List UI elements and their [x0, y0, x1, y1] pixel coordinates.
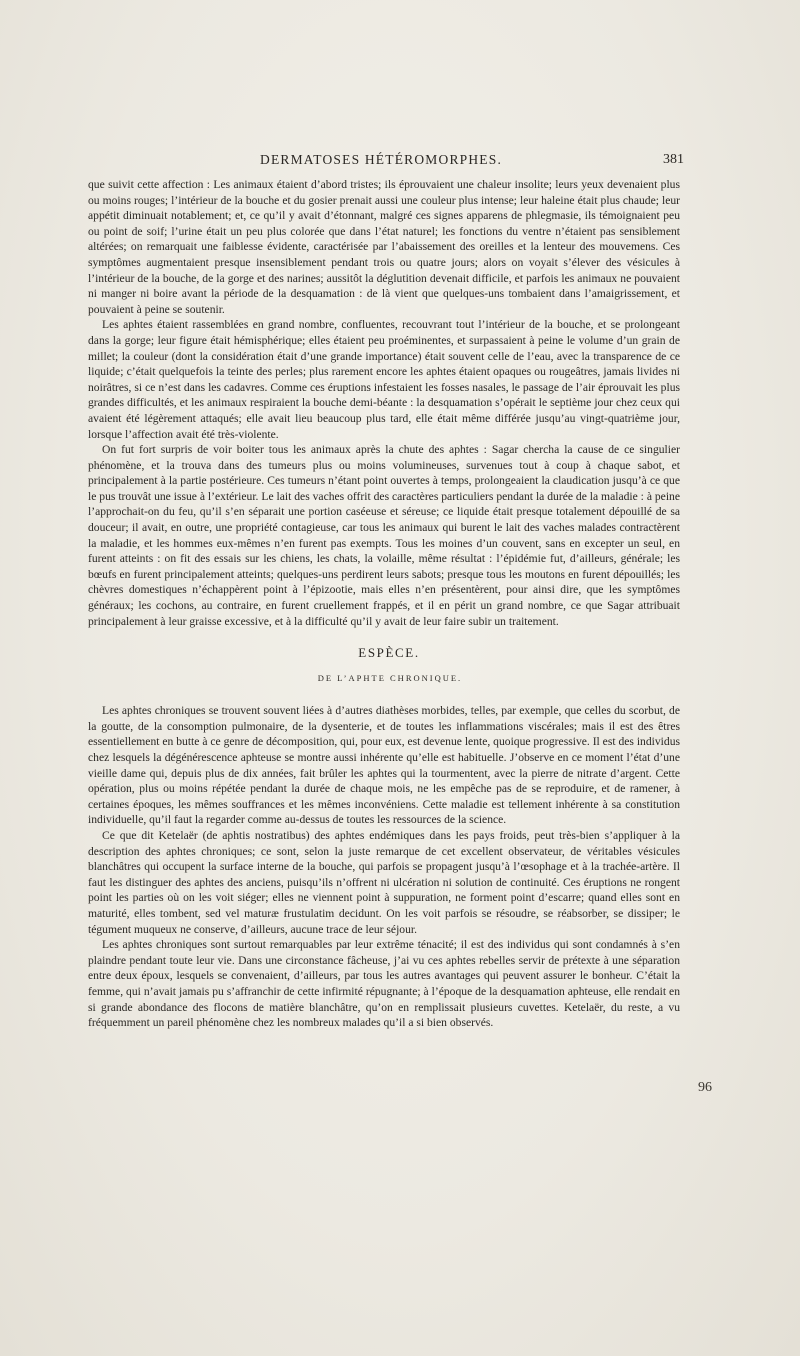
paragraph-6: Les aphtes chroniques sont surtout remarquables par leur extrême ténacité; il est des individus qui sont condamnés à s’en plaindre pendant toute leur vie. Dans une circonstance fâcheuse, j’ai vu ces aphtes rebelles servir de prétexte à une séparation entre deux époux, lesquels se convenaient, d’ailleurs, par tous les autres avantages qui peuvent assurer le bonheur. C’était la femme, qui n’avait jamais pu s’affranchir de cette infirmité répugnante; à l’époque de la desquamation aphteuse, elle rendait en si grande abondance des flocons de matière blanchâtre, qu’on en remplissait plusieurs cuvettes. Ketelaër, du reste, a vu fréquemment un pareil phénomène chez les nombreux malades qu’il a si bien observés.: [88, 938, 680, 1030]
section-title: ESPÈCE.: [358, 645, 420, 661]
section-subtitle: DE L’APHTE CHRONIQUE.: [317, 673, 463, 684]
text-block: [88, 152, 684, 1031]
paragraph-3: On fut fort surpris de voir boiter tous les animaux après la chute des aphtes : Sagar chercha la cause de ce singulier phénomène, et la trouva dans des tumeurs plus ou moins volumineuses, survenues tout à coup à chaque sabot, et principalement à la partie postérieure. Ces tumeurs n’étant point ouvertes à temps, prolongeaient la claudication jusqu’à ce que le pus trouvât une issue à l’extérieur. Le lait des vaches offrit des caractères particuliers pendant la durée de la maladie : à peine l’approchait-on du feu, qu’il s’en séparait une portion caséeuse et séreuse; ce liquide était presque totalement dépouillé de sa douceur; il avait, en outre, une propriété contagieuse, car tous les animaux qui burent le lait des vaches malades contractèrent la maladie, et les hommes eux-mêmes n’en furent pas exempts. Tous les moines d’un couvent, sans en excepter un seul, en furent atteints : on fit des essais sur les chiens, les chats, la volaille, même résultat : l’épidémie fut, d’ailleurs, générale; les bœufs en furent principalement atteints; quelques-uns perdirent leurs sabots; presque tous les moutons en furent dépouillés; les chèvres domestiques n’échappèrent point à l’épizootie, mais elles n’en présentèrent, pour ainsi dire, que les symptômes généraux; les cochons, au contraire, en furent cruellement frappés, et il en périt un grand nombre, ce que Sagar attribuait principalement à leur graisse excessive, et à la difficulté qu’il y avait de leur faire subir un traitement.: [88, 443, 680, 628]
page-number: 381: [663, 152, 684, 167]
paragraph-1: que suivit cette affection : Les animaux étaient d’abord tristes; ils éprouvaient une chaleur insolite; leurs yeux devenaient plus ou moins rouges; l’intérieur de la bouche et du gosier prenait aussi une couleur plus intense; leur haleine était plus chaude; leur appétit diminuait notablement; et, ce qu’il y avait d’étonnant, malgré ces signes apparens de phlegmasie, ils témoignaient peu ou point de soif; l’urine était un peu plus colorée que dans l’état naturel; les fonctions du ventre n’étaient pas sensiblement altérées; on remarquait une faiblesse évidente, caractérisée par l’abaissement des oreilles et la lenteur des mouvemens. Ces symptômes augmentaient presque insensiblement pendant trois ou quatre jours; alors on voyait s’élever des vésicules à l’intérieur de la bouche, de la gorge et des narines; aussitôt la déglutition devenait difficile, et parfois les animaux ne pouvaient ni manger ni boire avant la période de la desquamation : de là vient que quelques-uns tombaient dans l’amaigrissement, et pouvaient à peine se soutenir.: [88, 178, 680, 316]
signature-mark: 96: [698, 1080, 712, 1095]
paragraph-2: Les aphtes étaient rassemblées en grand nombre, confluentes, recouvrant tout l’intérieur de la bouche, et se prolongeant dans la gorge; leur figure était hémisphérique; elles étaient peu proéminentes, et surpassaient à peine le volume d’un grain de millet; la couleur (dont la considération était d’une grande importance) était souvent celle de l’eau, avec la transparence de ce liquide; c’était quelquefois la teinte des perles; plus rarement encore les aphtes étaient opaques ou rougeâtres, jamais livides ni noirâtres, si ce n’est dans les cadavres. Comme ces éruptions infestaient les fosses nasales, le passage de l’air éprouvait les plus grandes difficultés, et les animaux respiraient la bouche demi-béante : la desquamation s’opérait le septième jour chez ceux qui avaient été légèrement attaqués; elle avait lieu beaucoup plus tard, elle était même différée jusqu’au vingt-quatrième jour, lorsque l’affection avait été très-violente.: [88, 318, 680, 441]
paragraph-4: Les aphtes chroniques se trouvent souvent liées à d’autres diathèses morbides, telles, par exemple, que celles du scorbut, de la goutte, de la consomption pulmonaire, de la dysenterie, et de toutes les inflammations viscérales; mais il est des êtres essentiellement en butte à ce genre de décomposition, qui, pour eux, est devenue lente, quoique progressive. Il est des individus chez lesquels la dégénérescence aphteuse se montre aussi inhérente qu’elle est habituelle. J’observe en ce moment l’état d’une vieille dame qui, depuis plus de dix années, fait brûler les aphtes qui la tourmentent, avec la pierre de nitrate d’argent. Cette opération, plus ou moins répétée pendant la durée de chaque mois, ne les empêche pas de se reproduire, et de ramener, à certaines époques, les mêmes souffrances et les mêmes inconvéniens. Cette maladie est tellement inhérente à sa constitution individuelle, qu’il faut la regarder comme au-dessus de toutes les ressources de la science.: [88, 704, 680, 827]
running-head: [88, 152, 684, 174]
running-title: DERMATOSES HÉTÉROMORPHES.: [260, 152, 503, 167]
paragraph-5: Ce que dit Ketelaër (de aphtis nostratibus) des aphtes endémiques dans les pays froids, peut très-bien s’appliquer à la description des aphtes chroniques; ce sont, selon la juste remarque de cet excellent observateur, de véritables vésicules blanchâtres qui occupent la surface interne de la bouche, qui parfois se propagent jusqu’à l’œsophage et à la trachée-artère. Il faut les distinguer des aphtes des anciens, puisqu’ils n’offrent ni ulcération ni solution de continuité. Ces éruptions ne rongent point les parties où on les voit siéger; elles ne viennent point à suppuration, ne forment point d’escarre; quand elles sont en maturité, elles tombent, sed vel maturæ frustulatim decidunt. On les voit parfois se résoudre, se réabsorber, se dissiper; le tégument muqueux ne conserve, d’ailleurs, aucune trace de leur séjour.: [88, 828, 680, 936]
